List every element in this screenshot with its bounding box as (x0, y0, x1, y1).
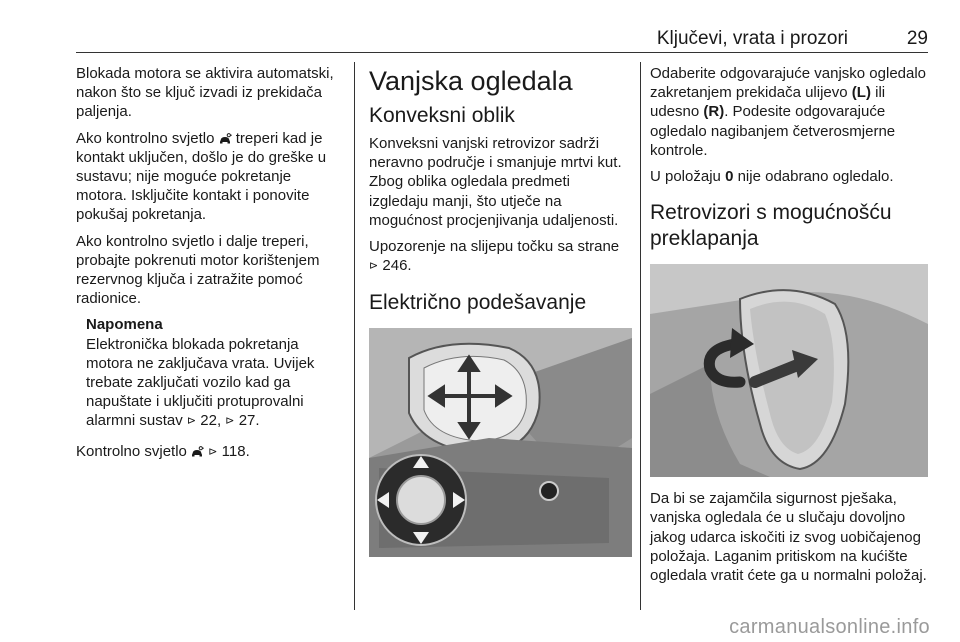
page-header (76, 28, 928, 52)
running-title: Ključevi, vrata i prozori (656, 28, 848, 49)
paragraph-warning-light-ref: Kontrolno svjetlo ⊳ 118. (76, 442, 250, 460)
subsection-title-electric-adjustment: Električno podešavanje (369, 291, 587, 315)
column-divider-right (640, 62, 641, 610)
car-key-warning-icon (219, 133, 232, 144)
watermark: carmanualsonline.info (729, 616, 930, 638)
paragraph-immobiliser-activation: Blokada motora se aktivira automatski, nakon što se ključ izvadi iz prekidača paljenja. (76, 65, 334, 121)
page-link-22[interactable]: 22 (200, 412, 217, 430)
paragraph-select-mirror: Odaberite odgovarajuće vanjsko ogledalo zakretanjem prekidača ulijevo (L) ili udesno (R). Podesite odgovarajuće ogledalo nagibanjem četverosmjerne kontrole. (650, 65, 927, 159)
subsection-title-convex: Konveksni oblik (369, 104, 515, 127)
column-divider-left (354, 62, 355, 610)
paragraph-position-zero: U položaju 0 nije odabrano ogledalo. (650, 168, 894, 186)
column-2 (369, 64, 632, 557)
reference-arrow-icon: ⊳ (186, 415, 197, 428)
note-text: Elektronička blokada pokretanja motora ne zaključava vrata. Uvijek trebate zaključati vozilo kad ga napuštate i uključiti protuprovalni alarmni sustav ⊳ 22, ⊳ 27. (86, 335, 315, 430)
section-title-exterior-mirrors: Vanjska ogledala (369, 66, 573, 96)
paragraph-spare-key: Ako kontrolno svjetlo i dalje treperi, probajte pokrenuti motor korištenjem rezervnog ključa i zatražite pomoć radionice. (76, 232, 320, 308)
reference-arrow-icon: ⊳ (225, 415, 235, 428)
paragraph-blind-spot: Upozorenje na slijepu točku sa strane ⊳ 246. (369, 238, 620, 275)
note-block (86, 315, 344, 431)
paragraph-warning-light-flashes: Ako kontrolno svjetlo treperi kad je kontakt uključen, došlo je do greške u sustavu; nije moguće pokretanje motora. Isključite kontakt i ponovite pokušaj pokretanja. (76, 129, 327, 224)
page-number: 29 (906, 28, 928, 49)
column-3 (650, 64, 928, 592)
header-rule (76, 52, 928, 53)
subsection-title-folding-mirrors: Retrovizori s mogućnošću preklapanja (650, 201, 892, 251)
note-heading: Napomena (86, 316, 163, 334)
page-link-27[interactable]: 27 (238, 412, 256, 430)
car-key-warning-icon (191, 446, 204, 457)
page-link-118[interactable]: 118 (221, 442, 246, 460)
paragraph-pedestrian-safety: Da bi se zajamčila sigurnost pješaka, vanjska ogledala će u slučaju dovoljno jakog udarca iskočiti iz svog uobičajenog položaja. Laganim pritiskom na kućište ogledala vratit ćete ga u normalni položaj. (650, 490, 927, 585)
reference-arrow-icon: ⊳ (208, 445, 218, 458)
page-link-246[interactable]: 246 (382, 257, 408, 275)
folding-mirror-illustration (650, 264, 928, 477)
reference-arrow-icon: ⊳ (369, 260, 379, 273)
mirror-adjustment-illustration (369, 328, 632, 557)
paragraph-convex-mirror: Konveksni vanjski retrovizor sadrži neravno područje i smanjuje mrtvi kut. Zbog oblika ogledala predmeti izgledaju manji, što utječe na mogućnost procjenjivanja udaljenosti. (369, 135, 622, 229)
column-1 (76, 64, 344, 469)
